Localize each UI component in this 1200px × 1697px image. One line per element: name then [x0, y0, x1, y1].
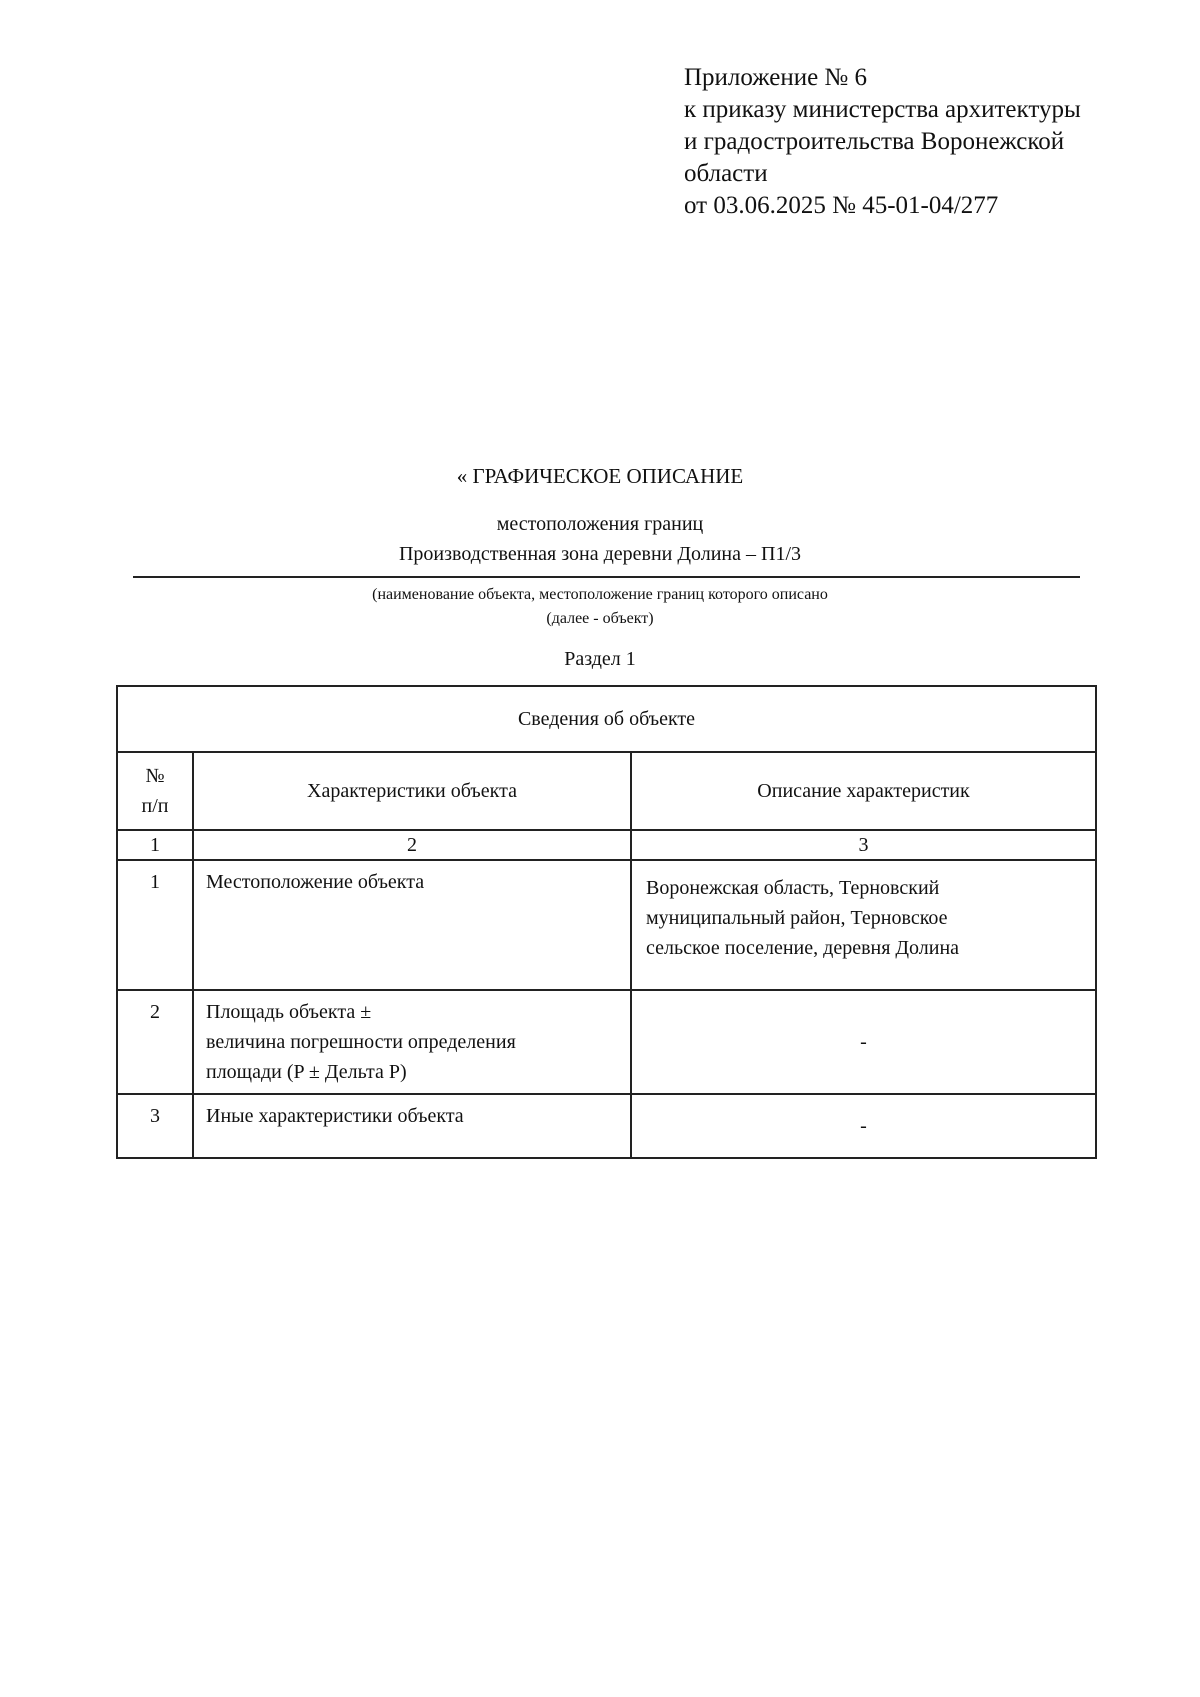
characteristic-line: Иные характеристики объекта	[206, 1105, 464, 1127]
underline-divider	[133, 576, 1080, 578]
characteristic-line: площади (P ± Дельта P)	[206, 1061, 407, 1083]
object-note-line1: (наименование объекта, местоположение границ которого описано	[372, 586, 828, 603]
characteristic-line: Местоположение объекта	[206, 871, 425, 893]
appendix-line: Приложение № 6	[684, 64, 868, 91]
row-number: 2	[117, 990, 193, 1094]
column-header-description: Описание характеристик	[631, 752, 1096, 830]
column-index: 3	[631, 830, 1096, 860]
appendix-line: от 03.06.2025 № 45-01-04/277	[684, 192, 999, 219]
object-info-table	[116, 685, 1097, 1159]
table-row	[117, 860, 1096, 990]
row-description: -	[631, 990, 1096, 1094]
appendix-line: области	[684, 160, 768, 187]
description-line: Воронежская область, Терновский	[646, 877, 940, 899]
section-heading: Раздел 1	[564, 648, 636, 670]
row-characteristic	[193, 860, 631, 990]
description-line: сельское поселение, деревня Долина	[646, 937, 960, 959]
characteristic-line: величина погрешности определения	[206, 1031, 516, 1053]
row-number: 3	[117, 1094, 193, 1158]
column-index: 2	[193, 830, 631, 860]
table-row	[117, 1094, 1096, 1158]
column-header-characteristic: Характеристики объекта	[193, 752, 631, 830]
description-line: муниципальный район, Терновское	[646, 907, 948, 929]
characteristic-line: Площадь объекта ±	[206, 1001, 372, 1023]
row-characteristic	[193, 1094, 631, 1158]
column-header-number-line: №	[145, 765, 165, 787]
column-index: 1	[117, 830, 193, 860]
row-number: 1	[117, 860, 193, 990]
row-description: -	[631, 1094, 1096, 1158]
table-caption: Сведения об объекте	[117, 686, 1096, 752]
row-characteristic	[193, 990, 631, 1094]
appendix-line: к приказу министерства архитектуры	[684, 96, 1081, 123]
document-subtitle: местоположения границ	[496, 513, 704, 535]
row-description	[631, 860, 1096, 990]
column-header-number	[117, 752, 193, 830]
column-header-number-line: п/п	[141, 795, 169, 817]
object-name: Производственная зона деревни Долина – П1/3	[398, 543, 802, 565]
appendix-line: и градостроительства Воронежской	[684, 128, 1065, 155]
object-note-line2: (далее - объект)	[546, 610, 654, 627]
table-row	[117, 990, 1096, 1094]
document-title: « ГРАФИЧЕСКОЕ ОПИСАНИЕ	[456, 464, 744, 488]
appendix-block	[684, 62, 1184, 222]
